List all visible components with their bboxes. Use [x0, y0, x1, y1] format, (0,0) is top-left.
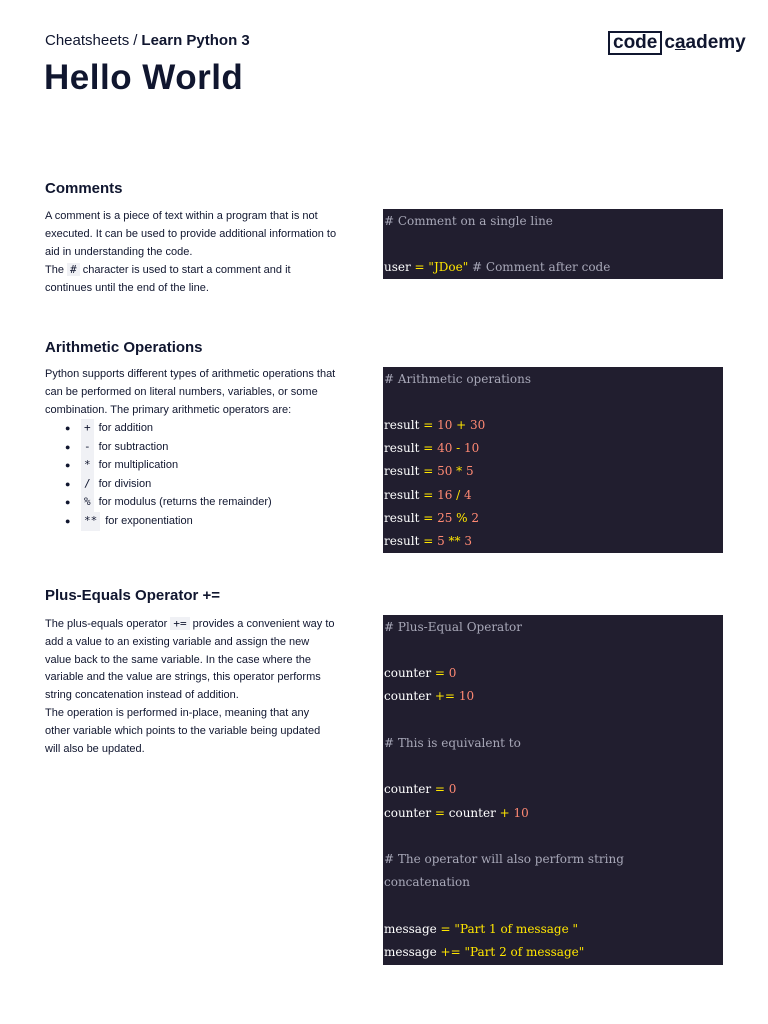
- logo-rest-text: caademy: [664, 32, 746, 53]
- section-title-plus-equals: Plus-Equals Operator +=: [45, 587, 221, 604]
- list-item: ● - for subtraction: [65, 438, 272, 457]
- inline-code-hash: #: [67, 263, 80, 276]
- inline-code-plus-equals: +=: [170, 617, 189, 630]
- code-line: # Arithmetic operations: [384, 372, 532, 386]
- code-line: counter = 0: [384, 666, 457, 680]
- section-title-comments: Comments: [45, 180, 123, 197]
- code-line: user = "JDoe" # Comment after code: [384, 260, 611, 274]
- code-line: concatenation: [384, 875, 470, 889]
- code-line: # Plus-Equal Operator: [384, 620, 522, 634]
- code-line: # The operator will also perform string: [384, 852, 624, 866]
- code-line: result = 50 * 5: [384, 464, 474, 478]
- code-line: result = 25 % 2: [384, 511, 480, 525]
- code-line: result = 40 - 10: [384, 441, 480, 455]
- operator-code: -: [81, 438, 94, 457]
- comments-description: [45, 208, 337, 298]
- breadcrumb-root-link[interactable]: Cheatsheets: [45, 32, 130, 49]
- list-item: ● ** for exponentiation: [65, 512, 272, 531]
- list-item: ● / for division: [65, 475, 272, 494]
- codecademy-logo[interactable]: [608, 31, 746, 55]
- arithmetic-description: Python supports different types of arithmetic operations that can be performed on literal numbers, variables, or some combination. The primary arithmetic operators are:: [45, 368, 336, 416]
- code-block-plus-equals: [383, 615, 723, 965]
- plus-equals-description: [45, 615, 337, 758]
- logo-boxed-text: code: [608, 31, 662, 55]
- operator-code: **: [81, 512, 100, 531]
- operator-list: [65, 419, 272, 531]
- section-title-arithmetic: Arithmetic Operations: [45, 339, 203, 356]
- operator-code: +: [81, 419, 94, 438]
- code-line: result = 16 / 4: [384, 488, 472, 502]
- bullet-icon: ●: [65, 460, 71, 471]
- bullet-icon: ●: [65, 515, 71, 526]
- operator-code: *: [81, 456, 94, 475]
- code-line: result = 10 + 30: [384, 418, 486, 432]
- bullet-icon: ●: [65, 478, 71, 489]
- plus-equals-desc-paragraph-2: The operation is performed in-place, meaning that any other variable which points to the variable being updated will also be updated.: [45, 706, 321, 755]
- code-line: # This is equivalent to: [384, 736, 521, 750]
- breadcrumb-current[interactable]: Learn Python 3: [141, 32, 250, 49]
- code-block-comments: [383, 209, 723, 279]
- list-item: ● * for multiplication: [65, 456, 272, 475]
- code-line: # Comment on a single line: [384, 214, 553, 228]
- list-item: ● % for modulus (returns the remainder): [65, 493, 272, 512]
- bullet-icon: ●: [65, 423, 71, 433]
- code-line: counter = counter + 10: [384, 806, 529, 820]
- code-line: counter = 0: [384, 782, 457, 796]
- breadcrumb: [45, 32, 250, 49]
- page-title: Hello World: [44, 58, 244, 97]
- operator-code: %: [81, 493, 94, 512]
- breadcrumb-separator: /: [133, 32, 138, 49]
- code-line: message += "Part 2 of message": [384, 945, 585, 959]
- code-block-arithmetic: [383, 367, 723, 553]
- plus-equals-desc-paragraph-1: The plus-equals operator += provides a convenient way to add a value to an existing variable and assign the new value back to the same variable. In the case where the variable and the value are strings, this operator performs string concatenation instead of addition.: [45, 617, 335, 702]
- code-line: message = "Part 1 of message ": [384, 922, 579, 936]
- code-line: counter += 10: [384, 689, 475, 703]
- bullet-icon: ●: [65, 497, 71, 508]
- code-line: result = 5 ** 3: [384, 534, 472, 548]
- operator-code: /: [81, 475, 94, 494]
- comments-desc-paragraph-1: A comment is a piece of text within a program that is not executed. It can be used to provide additional information to aid in understanding the code.: [45, 210, 337, 258]
- comments-desc-paragraph-2: The # character is used to start a comment and it continues until the end of the line.: [45, 263, 291, 295]
- bullet-icon: ●: [65, 441, 71, 452]
- list-item: ● + for addition: [65, 419, 272, 438]
